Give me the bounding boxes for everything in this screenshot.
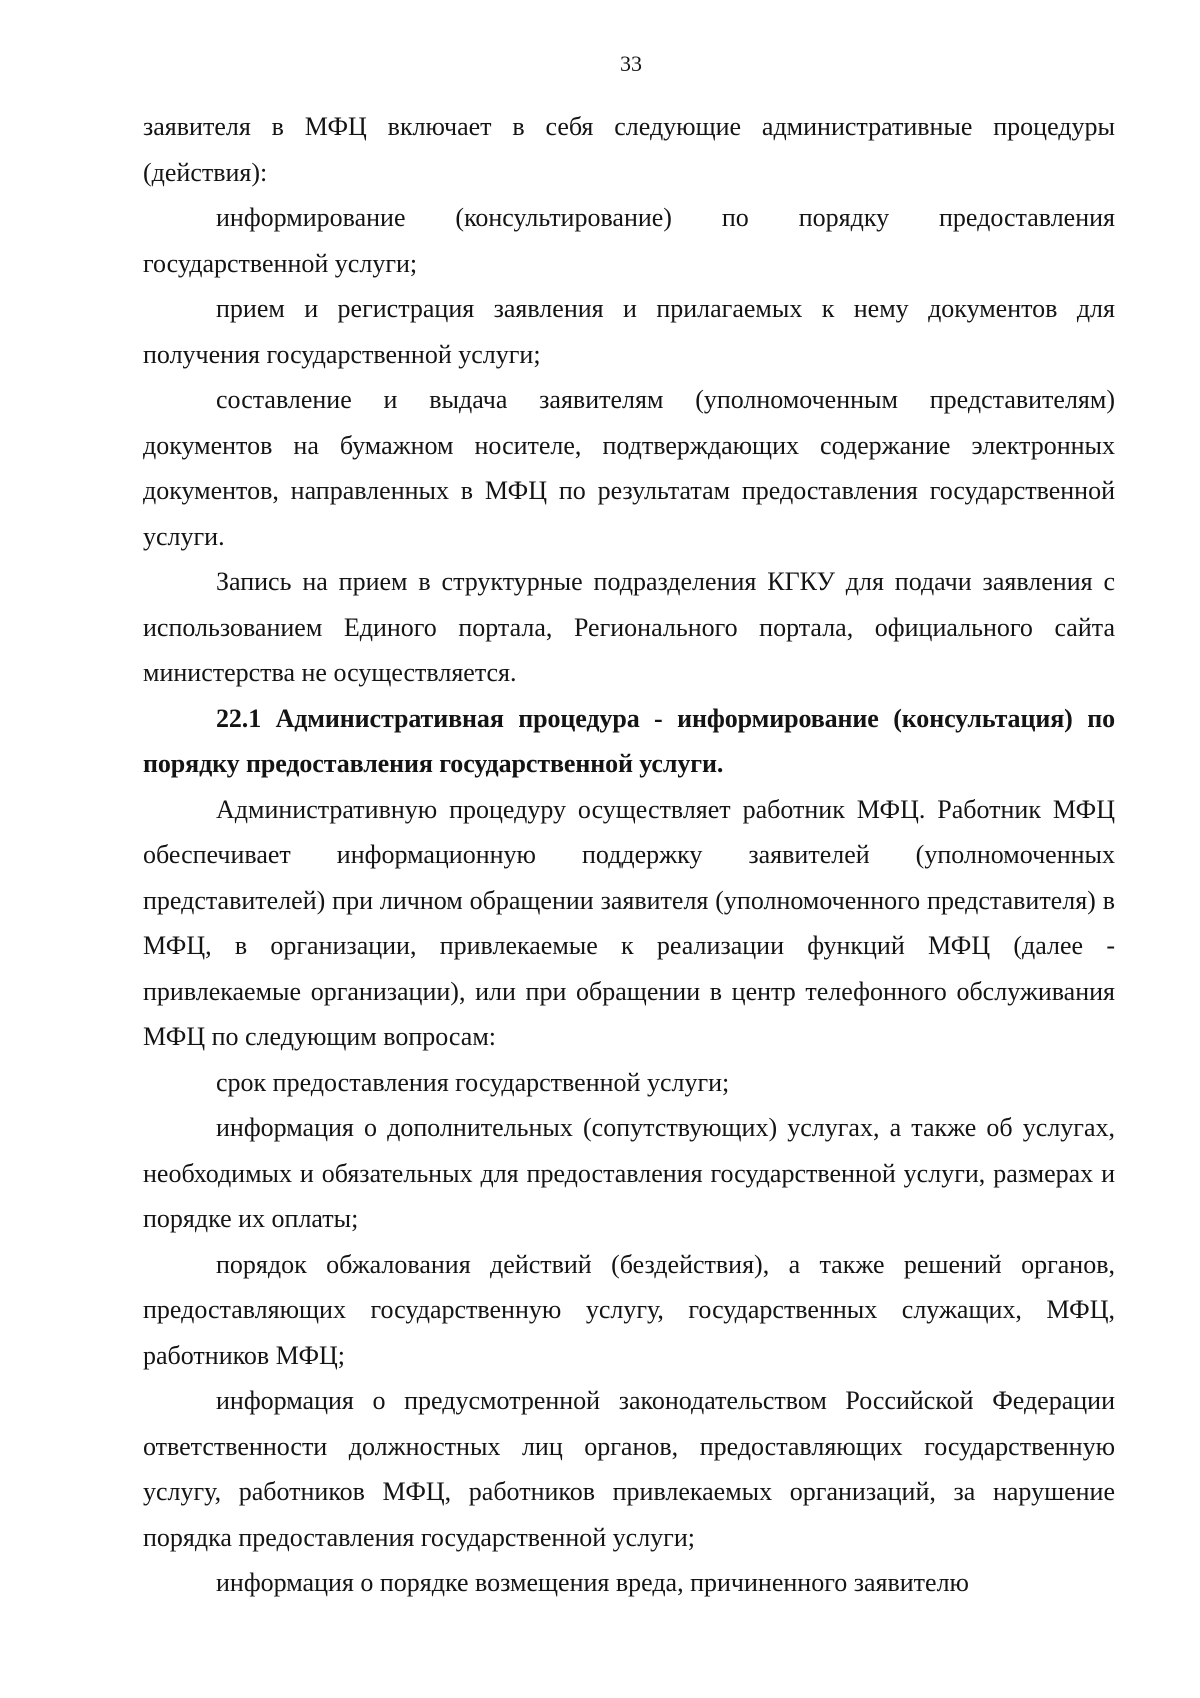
paragraph-list-item: информация о порядке возмещения вреда, причиненного заявителю — [216, 1568, 969, 1597]
paragraph-list-item: составление и выдача заявителям (уполномоченным представителям) документов на бумажном носителе, подтверждающих содержание электронных документов, направленных в МФЦ по результатам предоставления государственной услуги. — [143, 385, 1115, 551]
paragraph-list-item: информация о дополнительных (сопутствующих) услугах, а также об услугах, необходимых и обязательных для предоставления государственной услуги, размерах и порядке их оплаты; — [143, 1113, 1115, 1233]
paragraph-list-item: прием и регистрация заявления и прилагаемых к нему документов для получения государственной услуги; — [143, 294, 1115, 369]
page-number: 33 — [620, 51, 642, 76]
paragraph-list-item: порядок обжалования действий (бездействия), а также решений органов, предоставляющих государственную услугу, государственных служащих, МФЦ, работников МФЦ; — [143, 1249, 1115, 1370]
paragraph-continuation: заявителя в МФЦ включает в себя следующие административные процедуры (действия): — [143, 112, 1115, 187]
paragraph: Административную процедуру осуществляет работник МФЦ. Работник МФЦ обеспечивает информационную поддержку заявителей (уполномоченных представителей) при личном обращении заявителя (уполномоченного представителя) в МФЦ, в организации, привлекаемые к реализации функций МФЦ (далее - привлекаемые организации), или при обращении в центр телефонного обслуживания МФЦ по следующим вопросам: — [143, 794, 1115, 1051]
paragraph-list-item: информирование (консультирование) по порядку предоставления государственной услуги; — [143, 203, 1115, 278]
paragraph-list-item: информация о предусмотренной законодательством Российской Федерации ответственности должностных лиц органов, предоставляющих государственную услугу, работников МФЦ, работников привлекаемых организаций, за нарушение порядка предоставления государственной услуги; — [143, 1386, 1115, 1552]
section-heading: 22.1 Административная процедура - информирование (консультация) по порядку предоставления государственной услуги. — [143, 703, 1115, 778]
document-body — [143, 104, 1115, 1606]
paragraph-list-item: срок предоставления государственной услуги; — [216, 1067, 730, 1097]
paragraph: Запись на прием в структурные подразделения КГКУ для подачи заявления с использованием Единого портала, Регионального портала, официального сайта министерства не осуществляется. — [143, 567, 1115, 687]
